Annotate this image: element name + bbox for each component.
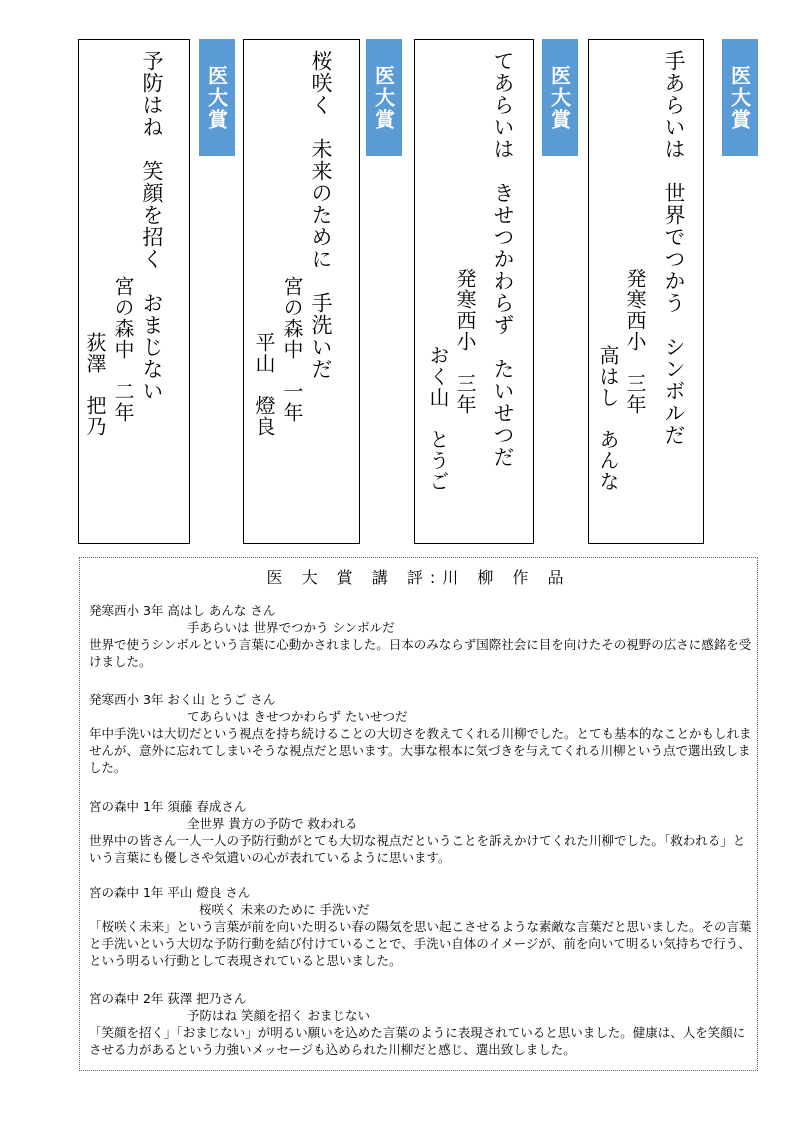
entry-poem: 全世界 貴方の予防で 救われる xyxy=(187,816,358,831)
entry-header: 宮の森中 1年 平山 燈良 さん xyxy=(89,885,251,900)
entry-poem: 桜咲く 未来のために 手洗いだ xyxy=(199,902,370,917)
poem-text: 予防はね 笑顔を招く おまじない xyxy=(140,50,164,402)
school-year: 発寒西小 三年 xyxy=(453,268,477,415)
entry-header: 宮の森中 2年 荻澤 把乃さん xyxy=(89,991,247,1006)
review-title: 医 大 賞 講 評:川 柳 作 品 xyxy=(266,568,571,587)
school-year: 発寒西小 三年 xyxy=(623,268,647,415)
entry-header: 発寒西小 3年 高はし あんな さん xyxy=(89,603,276,618)
entry-poem: 手あらいは 世界でつかう シンボルだ xyxy=(187,620,395,635)
entry-poem: 予防はね 笑顔を招く おまじない xyxy=(187,1008,370,1023)
review-entry xyxy=(89,884,754,969)
review-entry xyxy=(89,602,754,670)
entry-comment: 年中手洗いは大切だという視点を持ち続けることの大切さを教えてくれる川柳でした。とても基本的なことかもしれませんが、意外に忘れてしまいそうな視点だと思います。大事な根本に気づきを与えてくれる川柳という点で選出致しました。 xyxy=(89,726,752,775)
author-name: 高はし あんな xyxy=(596,345,620,492)
senryu-card xyxy=(243,39,360,544)
entry-header: 宮の森中 1年 須藤 春成さん xyxy=(89,799,247,814)
senryu-card xyxy=(414,39,534,544)
senryu-card xyxy=(588,39,704,544)
poem-text: てあらいは きせつかわらず たいせつだ xyxy=(491,50,515,468)
entry-comment: 世界中の皆さん一人一人の予防行動がとても大切な視点だということを訴えかけてくれた川柳でした。「救われる」という言葉にも優しさや気遣いの心が表れているように思います。 xyxy=(89,833,746,865)
review-entry xyxy=(89,798,754,866)
school-year: 宮の森中 一年 xyxy=(280,276,304,423)
review-entry xyxy=(89,990,754,1058)
author-name: おく山 とうご xyxy=(426,345,450,492)
award-badge: 医大賞 xyxy=(366,39,402,156)
senryu-card xyxy=(78,39,190,544)
review-entry xyxy=(89,691,754,776)
award-badge: 医大賞 xyxy=(542,39,578,156)
author-name: 荻澤 把乃 xyxy=(83,332,107,437)
entry-comment: 「桜咲く未来」という言葉が前を向いた明るい春の陽気を思い起こさせるような素敵な言葉だと思いました。その言葉と手洗いという大切な予防行動を結び付けていることで、手洗い自体のイメージが、前を向いて明るい気持ちで行う、という明るい行動として表現されていると思いました。 xyxy=(89,919,752,968)
poem-text: 桜咲く 未来のために 手洗いだ xyxy=(309,50,333,380)
award-badge: 医大賞 xyxy=(199,39,235,156)
entry-comment: 世界で使うシンボルという言葉に心動かされました。日本のみならず国際社会に目を向けたその視野の広さに感銘を受けました。 xyxy=(89,637,752,669)
entry-comment: 「笑顔を招く」「おまじない」が明るい願いを込めた言葉のように表現されていると思いました。健康は、人を笑顔にさせる力があるという力強いメッセージも込められた川柳だと感じ、選出致しました。 xyxy=(89,1025,746,1057)
entry-poem: てあらいは きせつかわらず たいせつだ xyxy=(187,709,408,724)
author-name: 平山 燈良 xyxy=(252,332,276,437)
entry-header: 発寒西小 3年 おく山 とうご さん xyxy=(89,692,276,707)
review-box xyxy=(79,557,758,1071)
school-year: 宮の森中 二年 xyxy=(111,276,135,423)
award-badge: 医大賞 xyxy=(722,39,758,156)
poem-text: 手あらいは 世界でつかう シンボルだ xyxy=(662,50,686,446)
